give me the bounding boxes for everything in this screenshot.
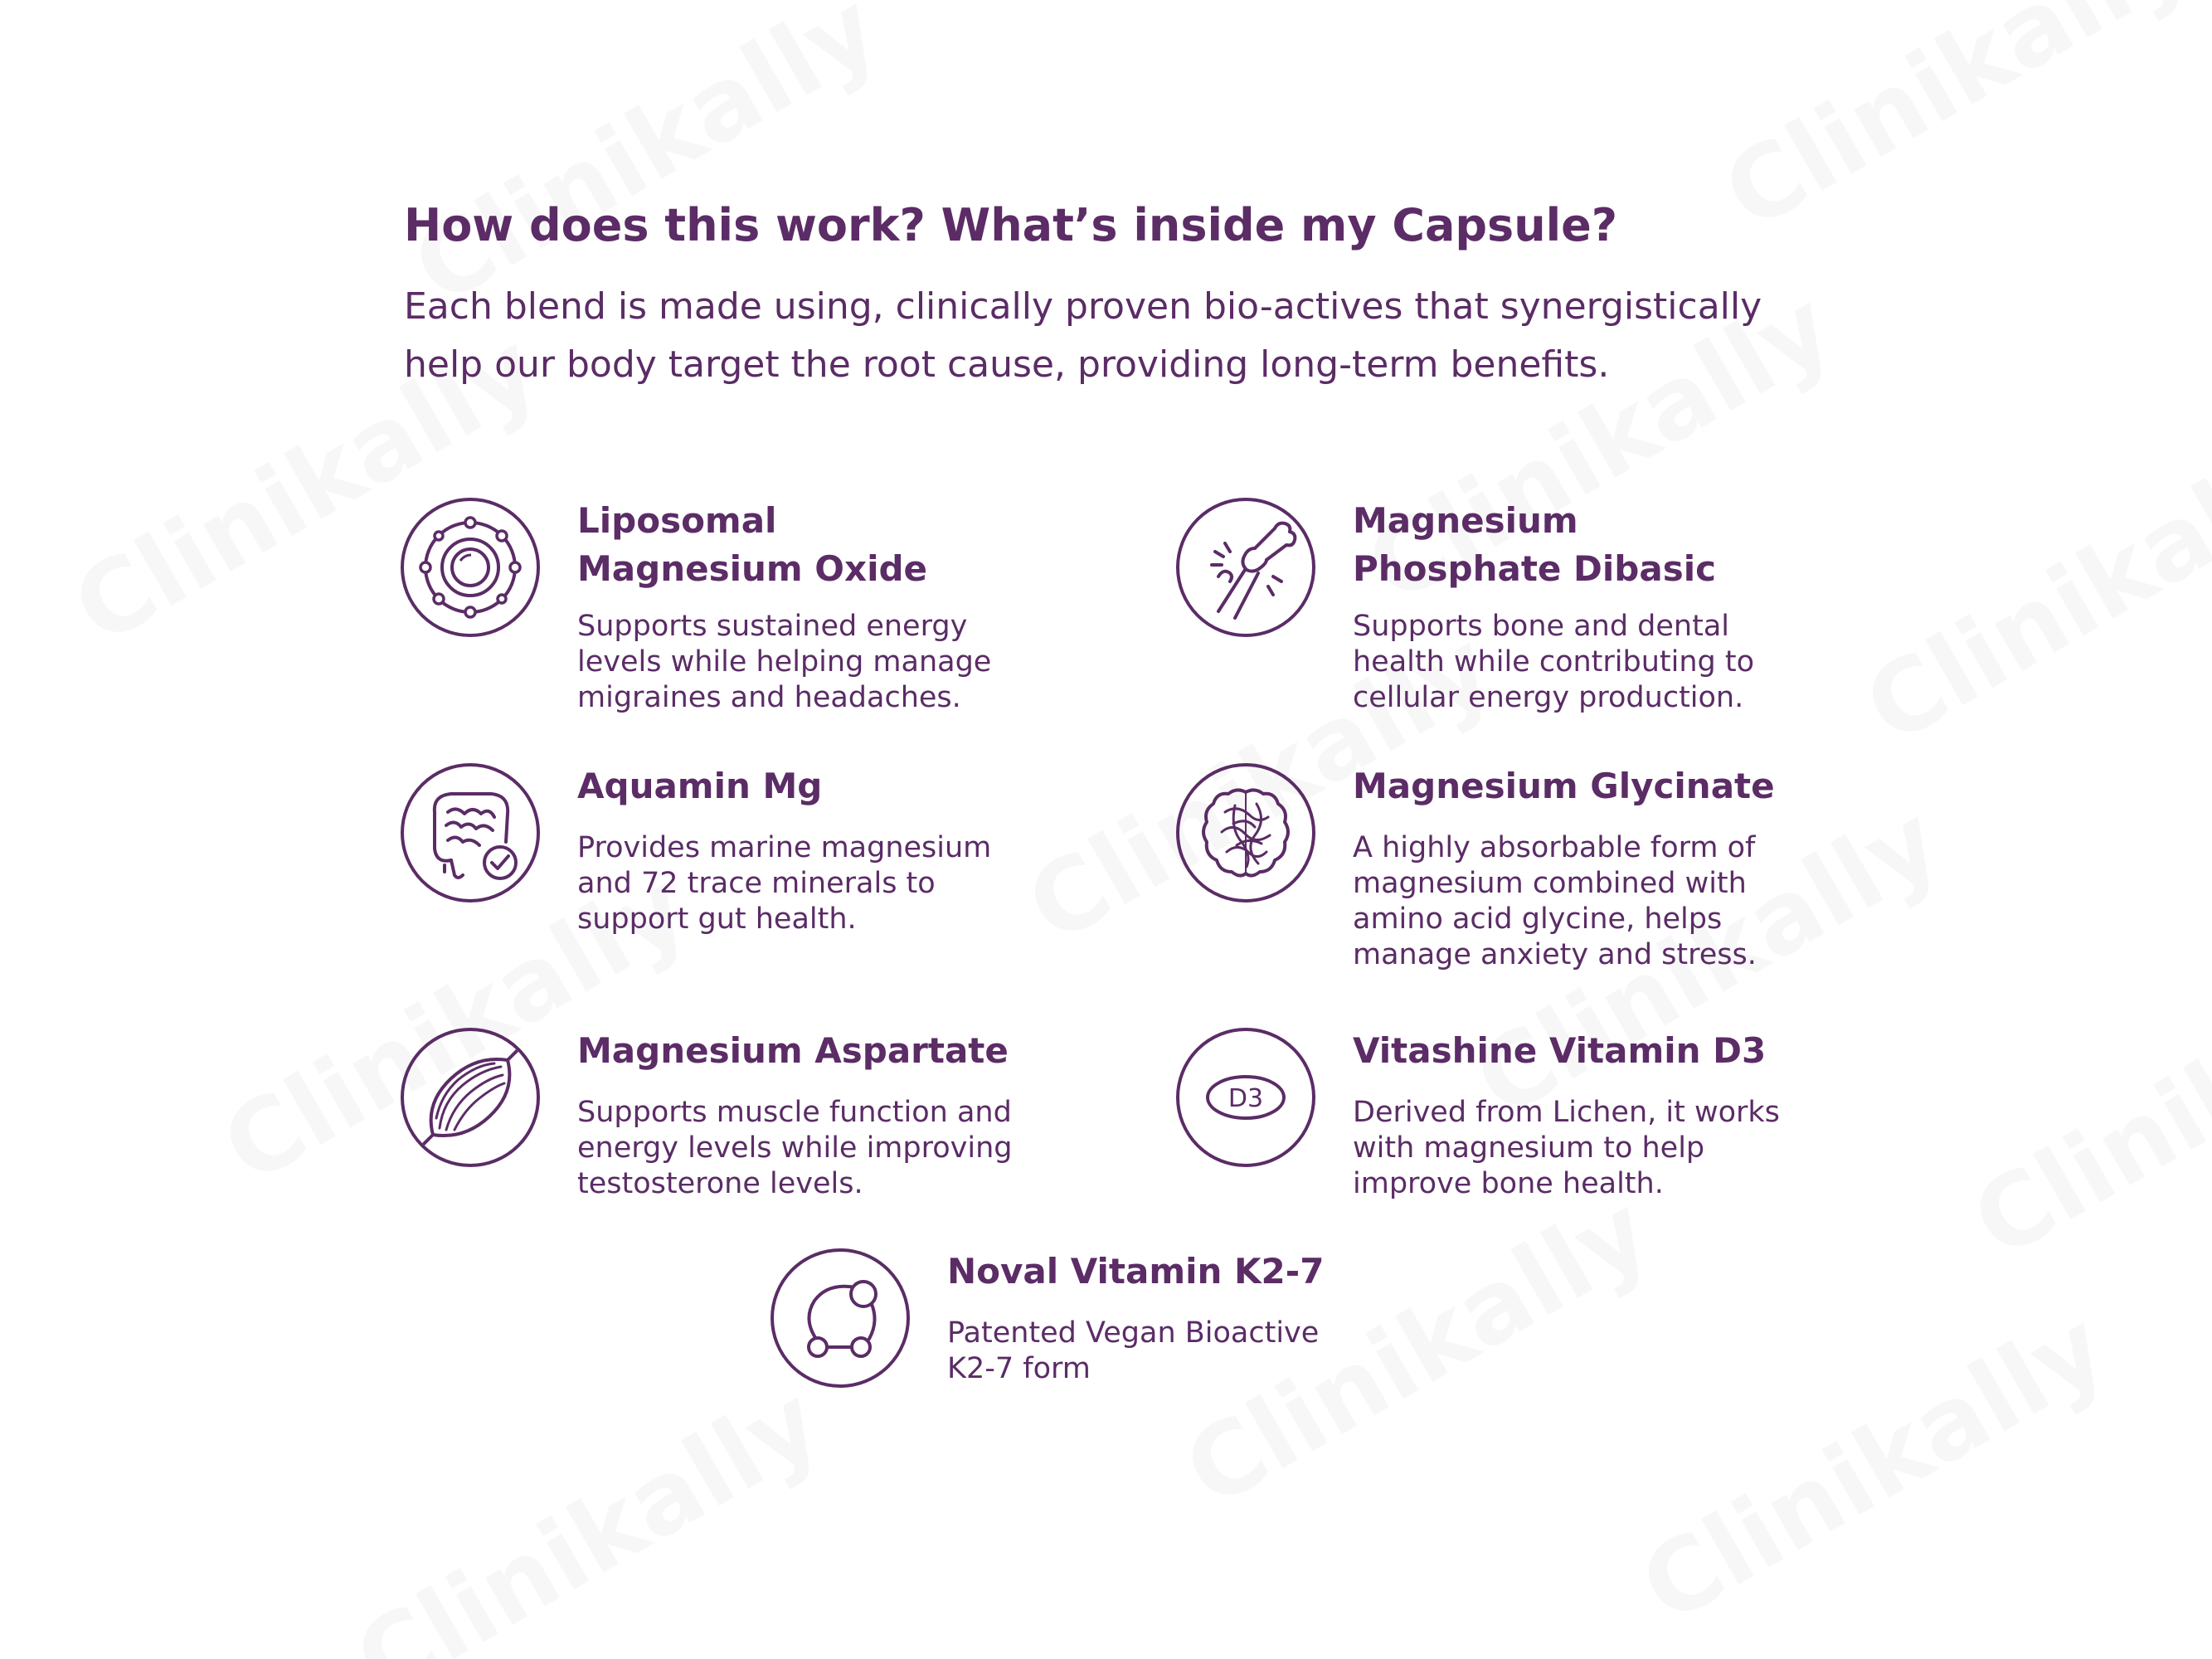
ingredient-desc-line: Supports sustained energy: [577, 610, 968, 643]
ingredient-description: [577, 1095, 1013, 1202]
ingredient-desc-line: manage anxiety and stress.: [1353, 938, 1757, 971]
ingredient-desc-line: support gut health.: [577, 902, 857, 936]
page-title: How does this work? What’s inside my Capsule?: [404, 199, 1618, 251]
ingredient-desc-line: magnesium combined with: [1353, 867, 1747, 900]
ingredient-title: [1353, 762, 1775, 810]
muscle-icon: [400, 1027, 541, 1168]
ingredient-title-line: Magnesium Aspartate: [577, 1030, 1009, 1071]
ingredient-description: [577, 830, 991, 937]
ingredient-title: [577, 497, 927, 593]
ingredient-desc-line: Patented Vegan Bioactive: [947, 1316, 1320, 1350]
ingredient-title-line: Vitashine Vitamin D3: [1353, 1030, 1767, 1071]
ingredient-desc-line: and 72 trace minerals to: [577, 867, 936, 900]
d3-icon: [1175, 1027, 1316, 1168]
bone-joint-icon: [1175, 497, 1316, 638]
ingredient-title-line: Magnesium Oxide: [577, 548, 928, 589]
watermark: [1706, 0, 2208, 252]
ingredient-description: [577, 609, 991, 716]
ingredient-desc-line: Derived from Lichen, it works: [1353, 1096, 1780, 1129]
watermark: [1847, 411, 2212, 766]
ingredient-description: [947, 1316, 1319, 1387]
ingredient-title-line: Magnesium Glycinate: [1353, 766, 1775, 806]
ingredient-desc-line: Supports muscle function and: [577, 1096, 1012, 1129]
liposome-icon: [400, 497, 541, 638]
watermark: [1955, 925, 2212, 1281]
ingredient-desc-line: cellular energy production.: [1353, 681, 1744, 714]
ingredient-desc-line: K2-7 form: [947, 1352, 1091, 1385]
watermark: [1623, 1290, 2125, 1646]
ingredient-desc-line: Provides marine magnesium: [577, 831, 992, 864]
ingredient-desc-line: levels while helping manage: [577, 645, 992, 679]
ingredient-title-line: Aquamin Mg: [577, 766, 823, 806]
watermark: [338, 1365, 839, 1659]
ingredient-desc-line: A highly absorbable form of: [1353, 831, 1756, 864]
ingredient-description: [1353, 830, 1757, 973]
ingredient-title: [577, 1027, 1009, 1075]
ingredient-title-line: Liposomal: [577, 500, 777, 541]
molecule-icon: [770, 1248, 911, 1389]
ingredient-desc-line: with magnesium to help: [1353, 1131, 1705, 1165]
ingredient-title-line: Magnesium: [1353, 500, 1578, 541]
ingredient-desc-line: energy levels while improving: [577, 1131, 1013, 1165]
ingredient-desc-line: Supports bone and dental: [1353, 610, 1729, 643]
ingredient-title: [1353, 1027, 1766, 1075]
ingredient-title: [947, 1248, 1324, 1296]
ingredient-desc-line: health while contributing to: [1353, 645, 1755, 679]
ingredient-desc-line: migraines and headaches.: [577, 681, 961, 714]
brain-icon: [1175, 762, 1316, 903]
ingredient-title: [1353, 497, 1716, 593]
intro-line: help our body target the root cause, providing long-term benefits.: [404, 343, 1610, 386]
ingredient-desc-line: testosterone levels.: [577, 1167, 863, 1200]
ingredient-description: [1353, 609, 1754, 716]
intro-text: [404, 278, 1814, 394]
ingredient-title-line: Noval Vitamin K2-7: [947, 1251, 1325, 1292]
ingredient-title-line: Phosphate Dibasic: [1353, 548, 1716, 589]
gut-check-icon: [400, 762, 541, 903]
ingredient-desc-line: improve bone health.: [1353, 1167, 1664, 1200]
d3-icon-label: D3: [1228, 1084, 1264, 1113]
ingredient-description: [1353, 1095, 1780, 1202]
ingredient-title: [577, 762, 822, 810]
ingredient-desc-line: amino acid glycine, helps: [1353, 902, 1723, 936]
intro-line: Each blend is made using, clinically proven bio-actives that synergistically: [404, 285, 1762, 328]
